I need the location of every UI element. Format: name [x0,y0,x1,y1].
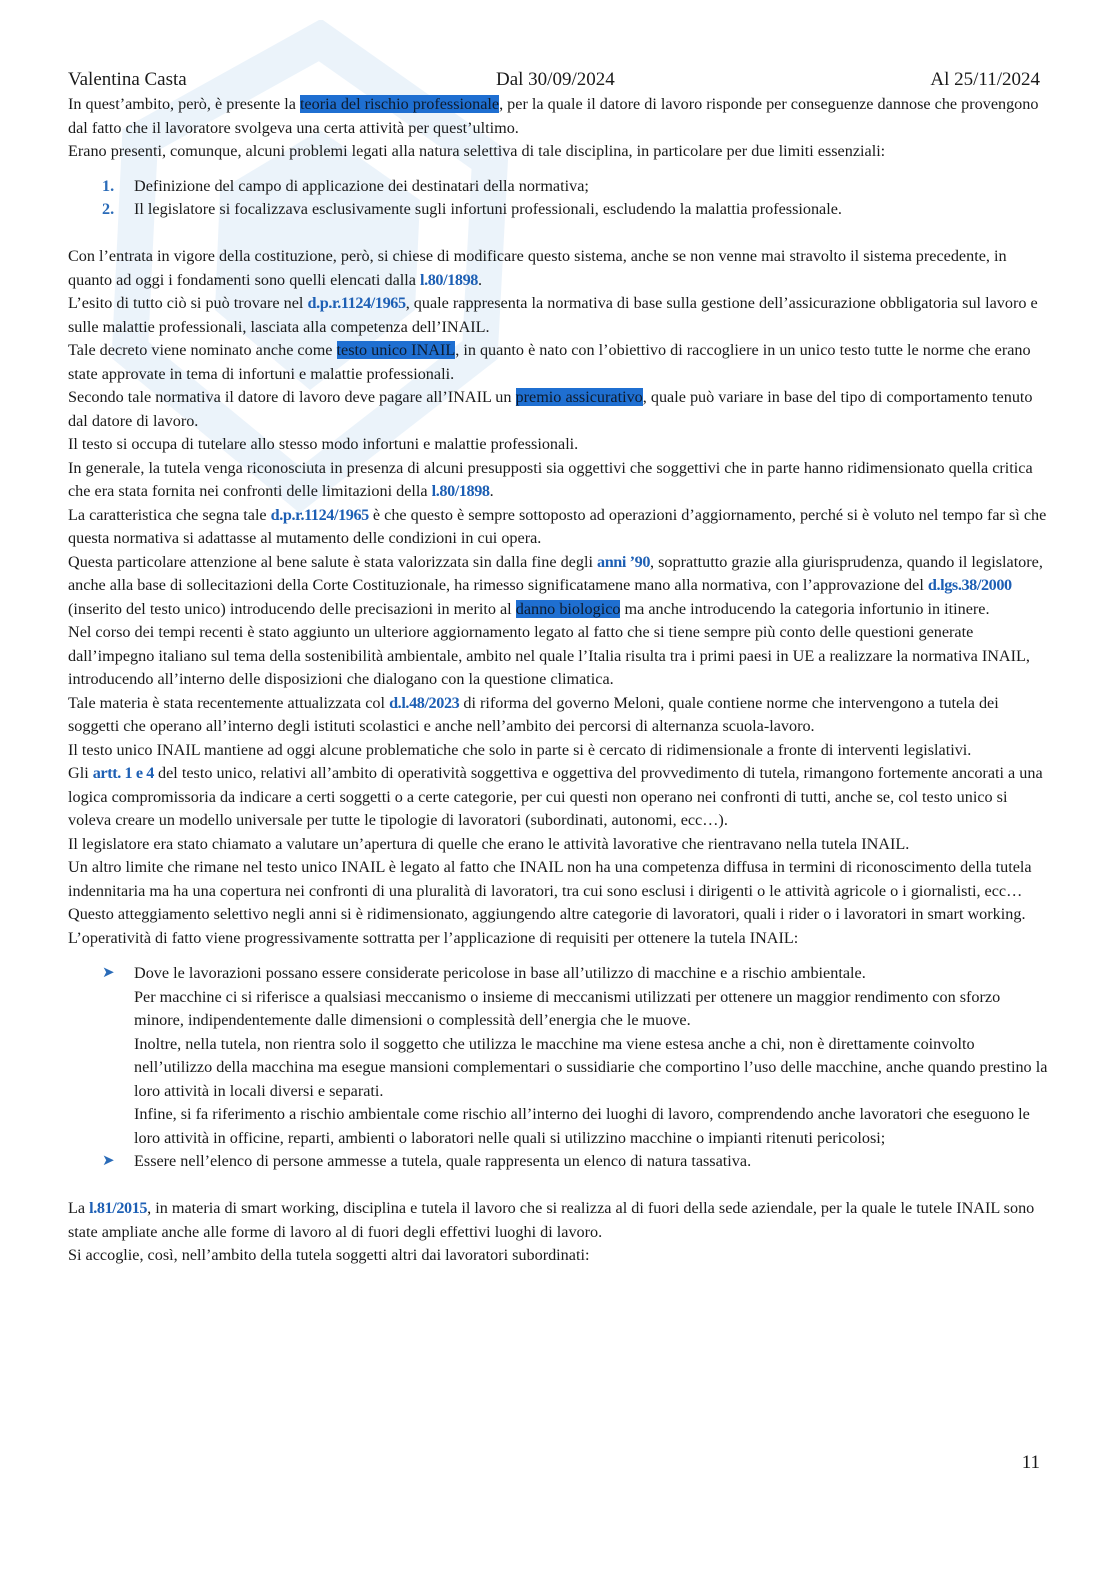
paragraph: Si accoglie, così, nell’ambito della tutela soggetti altri dai lavoratori subordinati: [68,1246,590,1264]
list-item: ➤ Essere nell’elenco di persone ammesse a tutela, quale rappresenta un elenco di natura tassativa. [68,1150,1048,1174]
law-reference: l.80/1898 [419,270,478,289]
bullet-list [68,962,1048,1174]
law-reference: l.81/2015 [89,1199,148,1217]
highlight-term: danno biologico [515,599,621,618]
paragraph: In quest’ambito, però, è presente la teoria del rischio professionale, per la quale il datore di lavoro risponde per conseguenze dannose che provengono dal fatto che il lavoratore svolgeva una certa attività per quest’ultimo. [68,95,1039,137]
highlight-term: testo unico INAIL [336,341,456,359]
arrow-bullet-icon: ➤ [102,965,115,981]
document-body [68,93,1048,1268]
paragraph: In generale, la tutela venga riconosciuta in presenza di alcuni presupposti sia oggettivi che soggettivi che in parte hanno ridimensionato quella critica che era stata fornita nei confronti delle limitazioni della l.80/1898. [68,458,1033,500]
page-number: 11 [1021,1452,1040,1473]
paragraph: Erano presenti, comunque, alcuni problemi legati alla natura selettiva di tale disciplina, in particolare per due limiti essenziali: [68,142,886,160]
header-author: Valentina Casta [68,69,187,90]
paragraph: Secondo tale normativa il datore di lavoro deve pagare all’INAIL un premio assicurativo, quale può variare in base del tipo di comportamento tenuto dal datore di lavoro. [68,388,1033,430]
list-number: 1. [102,176,115,195]
list-item: 1. Definizione del campo di applicazione dei destinatari della normativa; [68,175,1048,199]
paragraph: Il legislatore era stato chiamato a valutare un’apertura di quelle che erano le attività lavorative che rientravano nella tutela INAIL. [68,834,910,853]
paragraph: Il testo unico INAIL mantiene ad oggi alcune problematiche che solo in parte si è cercato di ridimensionale a fronte di interventi legislativi. [68,740,972,759]
header-from-date: Dal 30/09/2024 [496,69,615,90]
paragraph: Gli artt. 1 e 4 del testo unico, relativi all’ambito di operatività soggettiva e oggettiva del provvedimento di tutela, rimangono fortemente ancorati a una logica compromissoria da indicare a certi soggetti o a certe categorie, per cui questi non operano nei confronti di tutti, anche se, col testo unico si voleva creare un modello universale per tutte le tipologie di lavoratori (subordinati, autonomi, ecc…). [68,764,1043,829]
list-item: 2. Il legislatore si focalizzava esclusivamente sugli infortuni professionali, escludendo la malattia professionale. [68,198,1048,222]
header-to-date: Al 25/11/2024 [930,69,1040,90]
page-header [68,68,1040,92]
paragraph: Nel corso dei tempi recenti è stato aggiunto un ulteriore aggiornamento legato al fatto che si tiene sempre più conto delle questioni generate dall’impegno italiano sul tema della sostenibilità ambientale, ambito nel quale l’Italia risulta tra i primi paesi in UE a realizzare la normativa INAIL, introducendo all’interno delle disposizioni che dialogano con la questione climatica. [68,623,1030,688]
paragraph: L’operatività di fatto viene progressivamente sottratta per l’applicazione di requisiti per ottenere la tutela INAIL: [68,928,799,947]
law-reference: d.p.r.1124/1965 [270,505,369,524]
law-reference: l.80/1898 [431,482,490,500]
paragraph: Tale materia è stata recentemente attualizzata col d.l.48/2023 di riforma del governo Meloni, quale contiene norme che intervengono a tutela dei soggetti che operano all’interno degli istituti scolastici e anche nell’ambito dei percorsi di alternanza scuola-lavoro. [68,693,999,735]
list-item: ➤ Dove le lavorazioni possano essere considerate pericolose in base all’utilizzo di macchine e a rischio ambientale. Per macchine ci si riferisce a qualsiasi meccanismo o insieme di meccanismi utilizzati per ottenere un maggior rendimento con sforzo minore, indipendentemente dalle dimensioni o complessità dell’energia che le muove. Inoltre, nella tutela, non rientra solo il soggetto che utilizza le macchine ma viene estesa anche a chi, non è direttamente coinvolto nell’utilizzo della macchina ma esegue mansioni complementari o sussidiarie che comportino l’uso delle macchine, anche quando prestino la loro attività in locali diversi e separati. Infine, si fa riferimento a rischio ambientale come rischio all’interno dei luoghi di lavoro, comprendendo anche lavoratori che eseguono le loro attività in officine, reparti, ambienti o laboratori nelle quali si utilizzino macchine o impianti ritenuti pericolosi; [102,964,1048,1147]
arrow-bullet-icon: ➤ [102,1153,115,1169]
paragraph: Questa particolare attenzione al bene salute è stata valorizzata sin dalla fine degli anni ’90, soprattutto grazie alla giurisprudenza, quando il legislatore, anche alla base di sollecitazioni della Corte Costituzionale, ha rimesso significatamene mano alla normativa, con l’approvazione del d.lgs.38/2000 (inserito del testo unico) introducendo delle precisazioni in merito al danno biologico ma anche introducendo la categoria infortunio in itinere. [68,552,1043,618]
law-reference: d.l.48/2023 [389,693,460,712]
law-reference: d.p.r.1124/1965 [307,294,406,312]
paragraph: La l.81/2015, in materia di smart working, disciplina e tutela il lavoro che si realizza al di fuori della sede aziendale, per la quale le tutele INAIL sono state ampliate anche alle forme di lavoro al di fuori degli effettivi luoghi di lavoro. [68,1199,1035,1241]
list-number: 2. [102,200,115,218]
highlight-term: premio assicurativo [515,388,643,406]
paragraph: L’esito di tutto ciò si può trovare nel d.p.r.1124/1965, quale rappresenta la normativa di base sulla gestione dell’assicurazione obbligatoria sul lavoro e sulle malattie professionali, lasciata alla competenza dell’INAIL. [68,294,1038,336]
paragraph: Un altro limite che rimane nel testo unico INAIL è legato al fatto che INAIL non ha una competenza diffusa in termini di riconoscimento della tutela indennitaria ma ha una copertura nei confronti di una pluralità di lavoratori, tra cui sono esclusi i dirigenti o le attività agricole o i giornalisti, ecc… [68,858,1032,900]
numbered-list [68,175,1048,222]
law-reference: anni ’90 [597,552,651,571]
paragraph: La caratteristica che segna tale d.p.r.1124/1965 è che questo è sempre sottoposto ad operazioni d’aggiornamento, perché si è voluto nel tempo far sì che questa normativa si adattasse al mutamento delle condizioni in cui opera. [68,505,1047,547]
paragraph: Il testo si occupa di tutelare allo stesso modo infortuni e malattie professionali. [68,435,579,453]
paragraph: Questo atteggiamento selettivo negli anni si è ridimensionato, aggiungendo altre categorie di lavoratori, quali i rider o i lavoratori in smart working. [68,905,1026,923]
law-reference: artt. 1 e 4 [92,764,154,782]
highlight-term: teoria del rischio professionale [299,95,500,113]
law-reference: d.lgs.38/2000 [927,576,1012,594]
paragraph: Tale decreto viene nominato anche come testo unico INAIL, in quanto è nato con l’obiettivo di raccogliere in un unico testo tutte le norme che erano state approvate in tema di infortuni e malattie professionali. [68,341,1031,383]
paragraph: Con l’entrata in vigore della costituzione, però, si chiese di modificare questo sistema, anche se non venne mai stravolto il sistema precedente, in quanto ad oggi i fondamenti sono quelli elencati dalla l.80/1898. [68,247,1007,289]
